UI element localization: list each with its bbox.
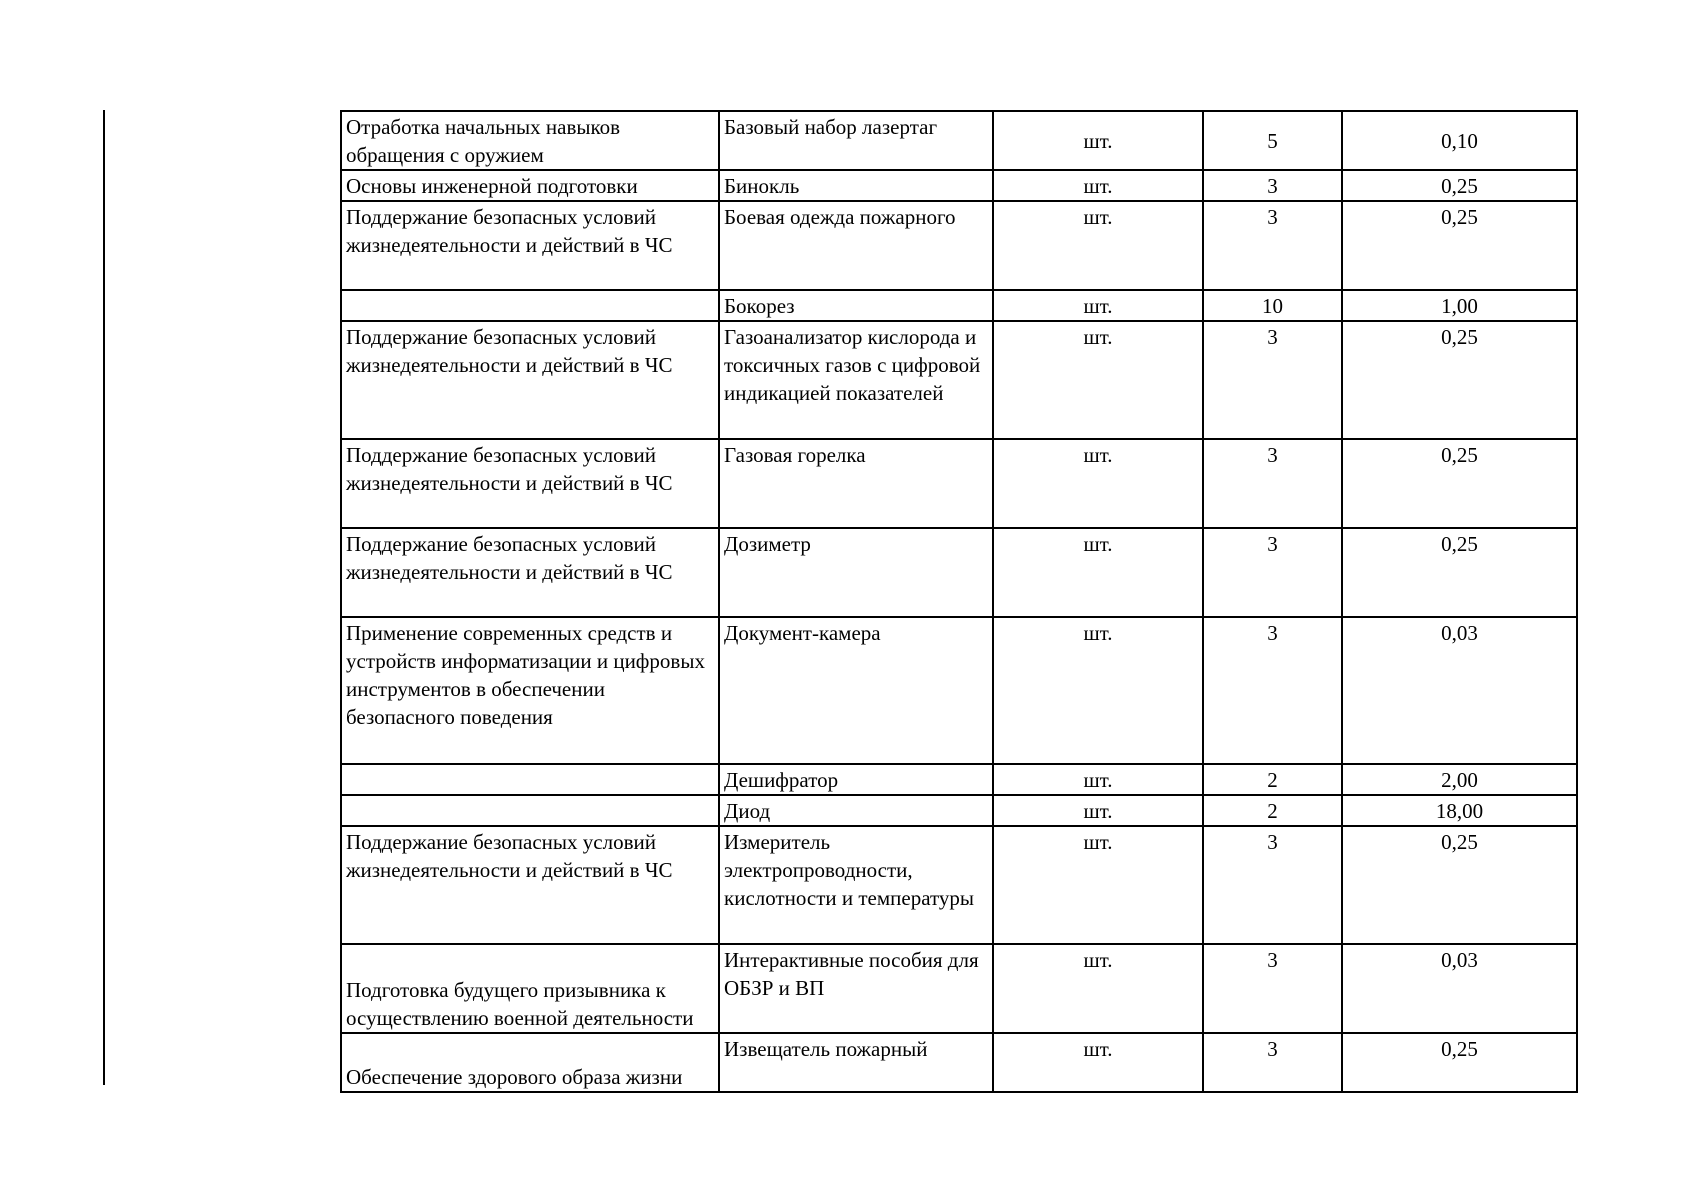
unit-cell: шт. (993, 201, 1203, 290)
table-row (341, 944, 1577, 1033)
quantity-cell: 3 (1203, 170, 1342, 201)
rate-cell: 0,25 (1342, 826, 1577, 944)
unit-cell: шт. (993, 321, 1203, 439)
item-name-cell: Боевая одежда пожарного (719, 201, 993, 290)
section-cell: Обеспечение здорового образа жизни (341, 1033, 719, 1092)
section-cell: Применение современных средств и устройств информатизации и цифровых инструментов в обеспечении безопасного поведения (341, 617, 719, 764)
table-row (341, 170, 1577, 201)
quantity-cell: 3 (1203, 1033, 1342, 1092)
unit-cell: шт. (993, 528, 1203, 617)
table-row (341, 764, 1577, 795)
item-name-cell: Газоанализатор кислорода и токсичных газов с цифровой индикацией показателей (719, 321, 993, 439)
quantity-cell: 3 (1203, 528, 1342, 617)
item-name-cell: Газовая горелка (719, 439, 993, 528)
table-row (341, 321, 1577, 439)
rate-cell: 0,25 (1342, 321, 1577, 439)
rate-cell: 0,25 (1342, 439, 1577, 528)
section-cell (341, 290, 719, 321)
table-row (341, 201, 1577, 290)
table-row (341, 1033, 1577, 1092)
quantity-cell: 3 (1203, 321, 1342, 439)
section-cell: Поддержание безопасных условий жизнедеятельности и действий в ЧС (341, 528, 719, 617)
table-row (341, 111, 1577, 170)
quantity-cell: 3 (1203, 944, 1342, 1033)
rate-cell: 0,25 (1342, 528, 1577, 617)
section-cell: Отработка начальных навыков обращения с оружием (341, 111, 719, 170)
table-row (341, 528, 1577, 617)
section-cell: Поддержание безопасных условий жизнедеятельности и действий в ЧС (341, 321, 719, 439)
table-row (341, 617, 1577, 764)
rate-cell: 2,00 (1342, 764, 1577, 795)
rate-cell: 1,00 (1342, 290, 1577, 321)
quantity-cell: 3 (1203, 617, 1342, 764)
item-name-cell: Дешифратор (719, 764, 993, 795)
table-row (341, 795, 1577, 826)
rate-cell: 0,25 (1342, 201, 1577, 290)
unit-cell: шт. (993, 111, 1203, 170)
unit-cell: шт. (993, 170, 1203, 201)
quantity-cell: 3 (1203, 439, 1342, 528)
unit-cell: шт. (993, 795, 1203, 826)
item-name-cell: Дозиметр (719, 528, 993, 617)
item-name-cell: Документ-камера (719, 617, 993, 764)
section-cell: Поддержание безопасных условий жизнедеятельности и действий в ЧС (341, 439, 719, 528)
section-cell (341, 795, 719, 826)
rate-cell: 0,03 (1342, 944, 1577, 1033)
rate-cell: 0,10 (1342, 111, 1577, 170)
item-name-cell: Интерактивные пособия для ОБЗР и ВП (719, 944, 993, 1033)
rate-cell: 0,25 (1342, 1033, 1577, 1092)
unit-cell: шт. (993, 617, 1203, 764)
section-cell: Поддержание безопасных условий жизнедеятельности и действий в ЧС (341, 826, 719, 944)
page-margin-line (103, 110, 105, 1085)
unit-cell: шт. (993, 826, 1203, 944)
rate-cell: 0,03 (1342, 617, 1577, 764)
quantity-cell: 10 (1203, 290, 1342, 321)
table-row (341, 826, 1577, 944)
quantity-cell: 5 (1203, 111, 1342, 170)
section-cell: Подготовка будущего призывника к осуществлению военной деятельности (341, 944, 719, 1033)
rate-cell: 18,00 (1342, 795, 1577, 826)
unit-cell: шт. (993, 1033, 1203, 1092)
unit-cell: шт. (993, 290, 1203, 321)
item-name-cell: Извещатель пожарный (719, 1033, 993, 1092)
item-name-cell: Бинокль (719, 170, 993, 201)
item-name-cell: Бокорез (719, 290, 993, 321)
equipment-table (340, 110, 1578, 1093)
table-body (341, 111, 1577, 1092)
section-cell: Основы инженерной подготовки (341, 170, 719, 201)
unit-cell: шт. (993, 764, 1203, 795)
quantity-cell: 3 (1203, 201, 1342, 290)
quantity-cell: 2 (1203, 795, 1342, 826)
section-cell (341, 764, 719, 795)
table-row (341, 439, 1577, 528)
item-name-cell: Диод (719, 795, 993, 826)
section-cell: Поддержание безопасных условий жизнедеятельности и действий в ЧС (341, 201, 719, 290)
item-name-cell: Измеритель электропроводности, кислотности и температуры (719, 826, 993, 944)
table-row (341, 290, 1577, 321)
unit-cell: шт. (993, 439, 1203, 528)
item-name-cell: Базовый набор лазертаг (719, 111, 993, 170)
rate-cell: 0,25 (1342, 170, 1577, 201)
unit-cell: шт. (993, 944, 1203, 1033)
quantity-cell: 3 (1203, 826, 1342, 944)
quantity-cell: 2 (1203, 764, 1342, 795)
